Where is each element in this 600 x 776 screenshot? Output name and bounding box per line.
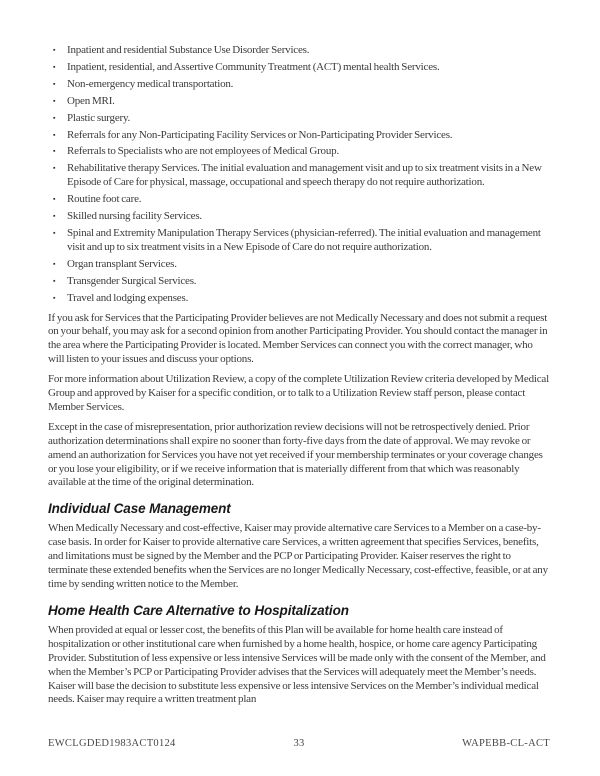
list-item-text: Inpatient, residential, and Assertive Community Treatment (ACT) mental health Services. (67, 60, 440, 73)
bullet-icon: ▪ (53, 259, 56, 268)
bullet-icon: ▪ (53, 212, 56, 221)
list-item (48, 292, 550, 306)
bullet-icon: ▪ (53, 293, 56, 302)
bullet-icon: ▪ (53, 46, 56, 54)
list-item-text: Plastic surgery. (67, 111, 131, 124)
list-item-text: Non-emergency medical transportation. (67, 77, 234, 90)
list-item (48, 112, 550, 126)
list-item (48, 145, 550, 159)
paragraph-individual-case-management: When Medically Necessary and cost-effective, Kaiser may provide alternative care Services to a Member on a case-by-case basis. In order for Kaiser to provide alternative care Services, a written agreement that specifies Services, benefits, and limitations must be signed by the Member and the PCP or Participating Provider. Kaiser reserves the right to terminate these extended benefits when the Services are no longer Medically Necessary, cost-effective, feasible, or at any time by sending written notice to the Member. (48, 522, 548, 590)
list-item (48, 129, 550, 143)
footer-plan-code: WAPEBB-CL-ACT (462, 738, 550, 749)
list-item (48, 162, 550, 190)
section-heading-individual-case-management: Individual Case Management (48, 501, 231, 517)
list-item-text: Open MRI. (67, 94, 115, 107)
bullet-icon: ▪ (53, 96, 56, 105)
list-item (48, 227, 550, 255)
bullet-icon: ▪ (53, 228, 56, 237)
list-item (48, 258, 550, 272)
paragraph-second-opinion: If you ask for Services that the Participating Provider believes are not Medically Necessary and does not submit a request on your behalf, you may ask for a second opinion from another Participating Provider. You should contact the manager in the area where the Participating Provider is located. Member Services can connect you with the correct manager, who will listen to your issues and discuss your options. (48, 311, 548, 366)
bullet-icon: ▪ (53, 113, 56, 122)
bullet-icon: ▪ (53, 62, 56, 71)
list-item-text: Inpatient and residential Substance Use Disorder Services. (67, 44, 310, 56)
bullet-icon: ▪ (53, 147, 56, 156)
page-content (48, 44, 550, 707)
list-item-text: Organ transplant Services. (67, 257, 177, 270)
paragraph-utilization-review: For more information about Utilization Review, a copy of the complete Utilization Review criteria developed by Medical Group and approved by Kaiser for a specific condition, or to talk to a Utilization Review staff person, please contact Member Services. (48, 373, 549, 413)
list-item-text: Spinal and Extremity Manipulation Therapy Services (physician-referred). The initial evaluation and management visit and up to six treatment visits in a New Episode of Care do not require authorization. (67, 226, 541, 253)
list-item-text: Travel and lodging expenses. (67, 291, 189, 304)
page-footer (48, 738, 550, 749)
section-heading-home-health-care: Home Health Care Alternative to Hospitalization (48, 602, 349, 618)
bullet-icon: ▪ (53, 130, 56, 139)
list-item (48, 78, 550, 92)
bullet-icon: ▪ (53, 195, 56, 204)
paragraph-home-health-care: When provided at equal or lesser cost, the benefits of this Plan will be available for home health care instead of hospitalization or other institutional care when furnished by a home health, hospice, or home care agency Participating Provider. Substitution of less expensive or less intensive Services will be made only with the consent of the Member, and when the Member’s PCP or Participating Provider advises that the Services will adequately meet the Member’s needs. Kaiser will base the decision to substitute less expensive or less intensive Services on the Member’s individual medical needs. Kaiser may require a written treatment plan (48, 623, 546, 706)
bullet-icon: ▪ (53, 164, 56, 173)
list-item-text: Routine foot care. (67, 193, 142, 206)
footer-document-id: EWCLGDED1983ACT0124 (48, 738, 176, 749)
services-bullet-list (48, 44, 550, 306)
list-item (48, 44, 550, 58)
list-item (48, 95, 550, 109)
list-item-text: Rehabilitative therapy Services. The initial evaluation and management visit and up to six treatment visits in a New Episode of Care for physical, massage, occupational and speech therapy do not require authorization. (67, 162, 542, 189)
list-item (48, 61, 550, 75)
footer-page-number: 33 (293, 738, 305, 749)
list-item-text: Referrals for any Non-Participating Facility Services or Non-Participating Provider Services. (67, 128, 453, 141)
list-item (48, 193, 550, 207)
list-item-text: Referrals to Specialists who are not employees of Medical Group. (67, 145, 339, 158)
list-item-text: Skilled nursing facility Services. (67, 210, 202, 223)
list-item-text: Transgender Surgical Services. (67, 274, 197, 287)
list-item (48, 210, 550, 224)
bullet-icon: ▪ (53, 276, 56, 285)
paragraph-prior-authorization: Except in the case of misrepresentation, prior authorization review decisions will not be retrospectively denied. Prior authorization determinations shall expire no sooner than forty-five days from the date of approval. We may revoke or amend an authorization for Services you have not yet received if your membership terminates or your coverage changes or you lose your eligibility, or if we receive information that is materially different from that which was reasonably available at the time of the original determination. (48, 420, 543, 489)
list-item (48, 275, 550, 289)
bullet-icon: ▪ (53, 79, 56, 88)
